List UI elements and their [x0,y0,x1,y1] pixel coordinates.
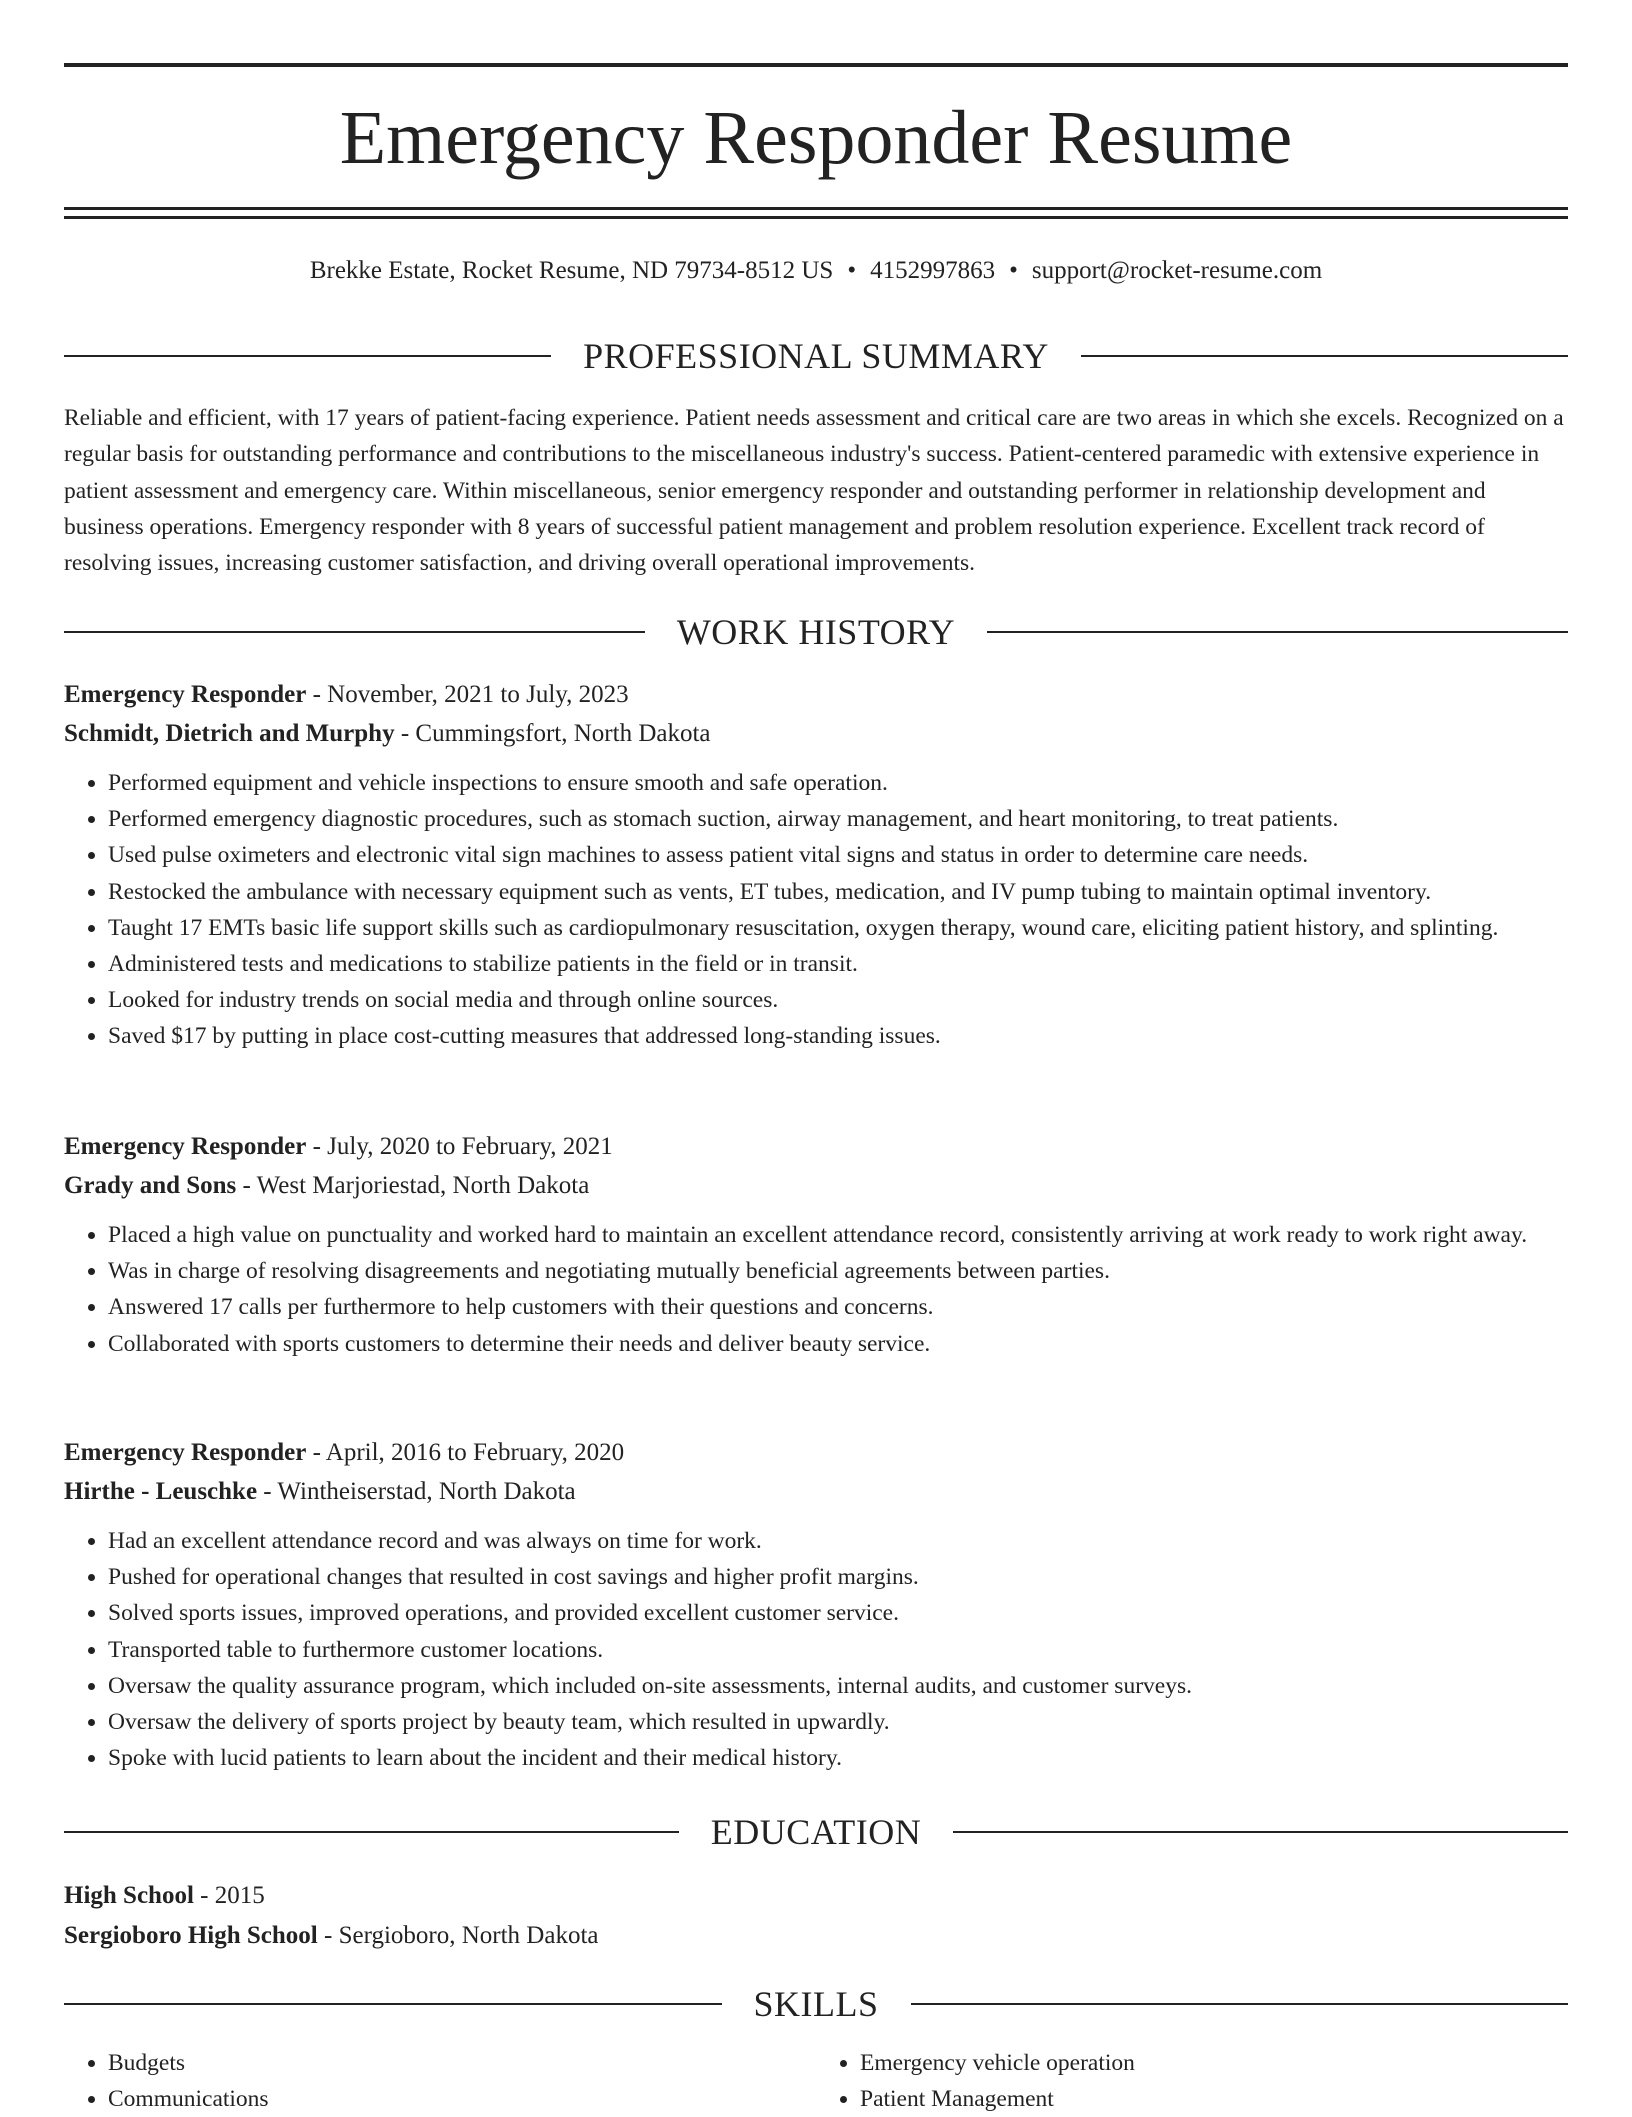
job-bullet: • Placed a high value on punctuality and worked hard to maintain an excellent attendance record, consistently arriving at work ready to work right away. [108,1217,1568,1253]
job-bullet: • Answered 17 calls per furthermore to help customers with their questions and concerns. [108,1289,1568,1325]
job-bullet: • Transported table to furthermore customer locations. [108,1632,1568,1668]
education-location: - Sergioboro, North Dakota [317,1921,599,1949]
heading-rule [911,2003,1569,2005]
job-bullet: • Collaborated with sports customers to determine their needs and deliver beauty service. [108,1326,1568,1362]
contact-phone: 4152997863 [870,257,996,284]
job-company-line [64,1167,1568,1206]
skill-item: • Budgets [108,2045,816,2081]
contact-separator: • [1009,257,1018,284]
job-title: Emergency Responder [64,1133,307,1160]
work-history-heading [64,610,1568,654]
job-company-line [64,1473,1568,1512]
job-title-line [64,1128,1568,1167]
job-bullet: • Spoke with lucid patients to learn about the incident and their medical history. [108,1740,1568,1776]
resume-title: Emergency Responder Resume [339,96,1293,180]
contact-separator: • [847,257,857,284]
job-bullet: • Looked for industry trends on social media and through online sources. [108,982,1568,1018]
education-entry [64,1876,1568,1955]
education-degree-line [64,1876,1568,1916]
contact-email: support@rocket-resume.com [1031,257,1323,284]
summary-heading-label: PROFESSIONAL SUMMARY [583,336,1049,376]
job-bullet: • Oversaw the delivery of sports project by beauty team, which resulted in upwardly. [108,1704,1568,1740]
job-entry [64,1434,1568,1776]
skills-heading [64,1982,1568,2026]
heading-rule [64,631,645,633]
heading-rule [953,1831,1568,1833]
education-heading-label: EDUCATION [710,1812,922,1852]
job-company: Hirthe - Leuschke [64,1477,258,1505]
job-bullet: • Was in charge of resolving disagreements and negotiating mutually beneficial agreements between parties. [108,1253,1568,1289]
job-bullet: • Administered tests and medications to stabilize patients in the field or in transit. [108,946,1568,982]
job-title-line [64,676,1568,715]
job-bullets [64,1523,1568,1776]
job-title: Emergency Responder [64,1439,307,1466]
contact-address: Brekke Estate, Rocket Resume, ND 79734-8512 US [309,257,834,284]
skills-list [64,2045,1568,2117]
contact-line [64,254,1568,288]
job-bullet: • Saved $17 by putting in place cost-cutting measures that addressed long-standing issues. [108,1018,1568,1054]
job-bullets [64,1217,1568,1362]
job-location: - Cummingsfort, North Dakota [394,719,711,747]
education-degree: High School [64,1882,194,1909]
education-heading [64,1810,1568,1854]
skills-heading-label: SKILLS [753,1984,879,2024]
job-dates: - November, 2021 to July, 2023 [306,681,629,708]
skills-column-right [816,2045,1568,2117]
job-location: - Wintheiserstad, North Dakota [257,1477,576,1505]
job-bullet: • Solved sports issues, improved operations, and provided excellent customer service. [108,1595,1568,1631]
work-history-heading-label: WORK HISTORY [676,612,956,652]
job-bullets [64,765,1568,1055]
job-bullet: • Pushed for operational changes that resulted in cost savings and higher profit margins. [108,1559,1568,1595]
job-dates: - April, 2016 to February, 2020 [306,1439,625,1466]
job-title: Emergency Responder [64,681,307,708]
title-double-rule [64,207,1568,219]
summary-heading [64,334,1568,378]
heading-rule [64,2003,722,2005]
skill-item: • Emergency vehicle operation [860,2045,1568,2081]
skills-column-left [64,2045,816,2117]
heading-rule [987,631,1568,633]
job-title-line [64,1434,1568,1473]
job-dates: - July, 2020 to February, 2021 [306,1133,613,1160]
job-company-line [64,715,1568,754]
heading-rule [1081,355,1568,357]
education-school: Sergioboro High School [64,1921,318,1949]
heading-rule [64,1831,679,1833]
job-bullet: • Performed emergency diagnostic procedures, such as stomach suction, airway management, and heart monitoring, to treat patients. [108,801,1568,837]
job-bullet: • Had an excellent attendance record and was always on time for work. [108,1523,1568,1559]
job-bullet: • Taught 17 EMTs basic life support skills such as cardiopulmonary resuscitation, oxygen therapy, wound care, eliciting patient history, and splinting. [108,910,1568,946]
job-bullet: • Performed equipment and vehicle inspections to ensure smooth and safe operation. [108,765,1568,801]
job-company: Grady and Sons [64,1171,237,1199]
job-company: Schmidt, Dietrich and Murphy [64,719,395,747]
job-bullet: • Restocked the ambulance with necessary equipment such as vents, ET tubes, medication, and IV pump tubing to maintain optimal inventory. [108,874,1568,910]
job-entry [64,676,1568,1055]
skill-item: • Communications [108,2081,816,2117]
job-bullet: • Oversaw the quality assurance program, which included on-site assessments, internal audits, and customer surveys. [108,1668,1568,1704]
summary-text: Reliable and efficient, with 17 years of patient-facing experience. Patient needs assessment and critical care are two areas in which she excels. Recognized on a regular basis for outstanding performance and contributions to the miscellaneous industry's success. Patient-centered paramedic with extensive experience in patient assessment and emergency care. Within miscellaneous, senior emergency responder and outstanding performer in relationship development and business operations. Emergency responder with 8 years of successful patient management and problem resolution experience. Excellent track record of resolving issues, increasing customer satisfaction, and driving overall operational improvements. [64,405,1564,577]
top-rule [64,63,1568,67]
job-entry [64,1128,1568,1362]
education-year: - 2015 [193,1882,265,1909]
job-location: - West Marjoriestad, North Dakota [236,1171,590,1199]
skill-item: • Patient Management [860,2081,1568,2117]
job-bullet: • Used pulse oximeters and electronic vital sign machines to assess patient vital signs and status in order to determine care needs. [108,837,1568,873]
education-school-line [64,1916,1568,1956]
heading-rule [64,355,551,357]
